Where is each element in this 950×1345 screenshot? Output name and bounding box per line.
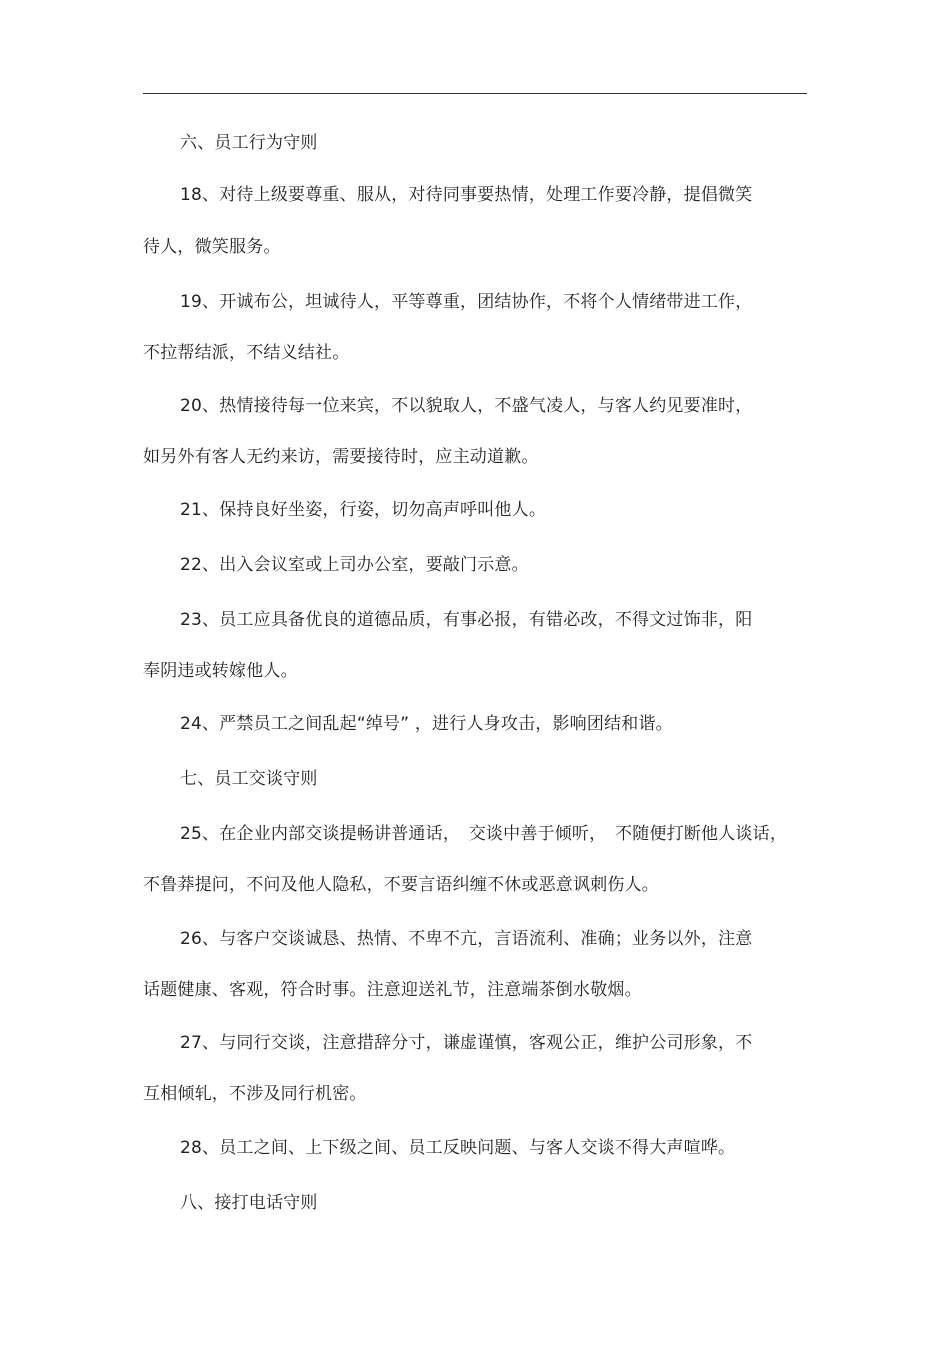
rule-24: 24、严禁员工之间乱起“绰号” ，进行人身攻击，影响团结和谐。 [180,714,673,734]
rule-23-line-1: 23、员工应具备优良的道德品质，有事必报，有错必改，不得文过饰非，阳 [180,610,753,630]
rule-25-line-1: 25、在企业内部交谈提畅讲普通话， 交谈中善于倾听， 不随便打断他人谈话， [180,824,788,844]
rule-22: 22、出入会议室或上司办公室，要敲门示意。 [180,555,529,575]
header-rule [143,93,807,94]
rule-19-line-2: 不拉帮结派，不结义结社。 [143,343,350,363]
rule-28: 28、员工之间、上下级之间、员工反映问题、与客人交谈不得大声喧哗。 [180,1138,736,1158]
rule-21: 21、保持良好坐姿，行姿，切勿高声呼叫他人。 [180,500,547,520]
rule-19-line-1: 19、开诚布公，坦诚待人，平等尊重，团结协作，不将个人情绪带进工作， [180,292,753,312]
rule-25-line-2: 不鲁莽提问，不问及他人隐私，不要言语纠缠不休或恶意讽刺伤人。 [143,875,659,895]
rule-26-line-1: 26、与客户交谈诚恳、热情、不卑不亢，言语流利、准确；业务以外，注意 [180,929,753,949]
rule-20-line-1: 20、热情接待每一位来宾，不以貌取人，不盛气凌人，与客人约见要准时， [180,396,753,416]
rule-18-line-1: 18、对待上级要尊重、服从，对待同事要热情，处理工作要冷静，提倡微笑 [180,185,753,205]
rule-20-line-2: 如另外有客人无约来访，需要接待时，应主动道歉。 [143,447,539,467]
rule-27-line-2: 互相倾轧，不涉及同行机密。 [143,1084,367,1104]
rule-27-line-1: 27、与同行交谈，注意措辞分寸，谦虚谨慎，客观公正，维护公司形象，不 [180,1033,753,1053]
section-heading-6: 六、员工行为守则 [180,133,318,153]
rule-23-line-2: 奉阴违或转嫁他人。 [143,661,298,681]
rule-18-line-2: 待人，微笑服务。 [143,237,281,257]
section-heading-7: 七、员工交谈守则 [180,769,318,789]
rule-26-line-2: 话题健康、客观，符合时事。注意迎送礼节，注意端茶倒水敬烟。 [143,980,642,1000]
section-heading-8: 八、接打电话守则 [180,1193,318,1213]
